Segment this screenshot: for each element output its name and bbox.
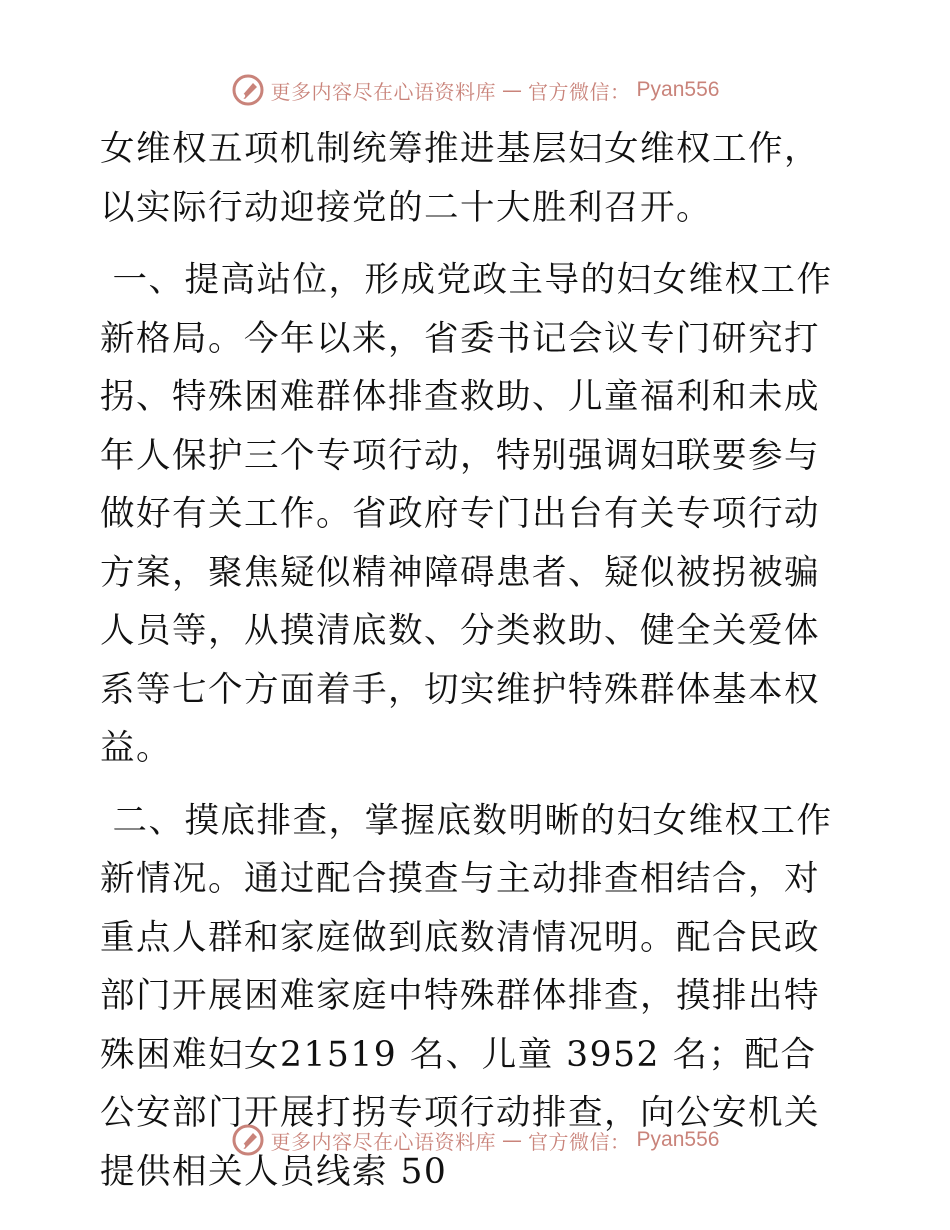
- watermark-channel-text: 官方微信：: [528, 79, 631, 104]
- paragraph-section-one: 一、提高站位，形成党政主导的妇女维权工作新格局。今年以来，省委书记会议专门研究打拐、特殊困难群体排查救助、儿童福利和未成年人保护三个专项行动，特别强调妇联要参与做好有关工作。省政府专门出台有关专项行动方案，聚焦疑似精神障碍患者、疑似被拐被骗人员等，从摸清底数、分类救助、健全关爱体系等七个方面着手，切实维护特殊群体基本权益。: [100, 260, 833, 768]
- document-body: [100, 120, 850, 1201]
- watermark-handle: Pyan556: [636, 78, 720, 101]
- watermark-site-text: 更多内容尽在心语资料库: [270, 1129, 497, 1154]
- paragraph-continuation: 女维权五项机制统筹推进基层妇女维权工作，以实际行动迎接党的二十大胜利召开。: [100, 129, 820, 228]
- paragraph-section-two: 二、摸底排查，掌握底数明晰的妇女维权工作新情况。通过配合摸查与主动排查相结合，对重点人群和家庭做到底数清情况明。配合民政部门开展困难家庭中特殊群体排查，摸排出特殊困难妇女21519 名、儿童 3952 名；配合公安部门开展打拐专项行动排查，向公安机关提供相关人员线索 50: [100, 800, 833, 1192]
- watermark-separator: —: [502, 78, 523, 102]
- pen-nib-logo-icon: [231, 1123, 265, 1157]
- watermark-separator: —: [502, 1128, 523, 1152]
- watermark-site-text: 更多内容尽在心语资料库: [270, 79, 497, 104]
- header-watermark: [0, 70, 950, 110]
- pen-nib-logo-icon: [231, 73, 265, 107]
- watermark-channel-text: 官方微信：: [528, 1129, 631, 1154]
- footer-watermark: [0, 1120, 950, 1160]
- watermark-handle: Pyan556: [636, 1128, 720, 1151]
